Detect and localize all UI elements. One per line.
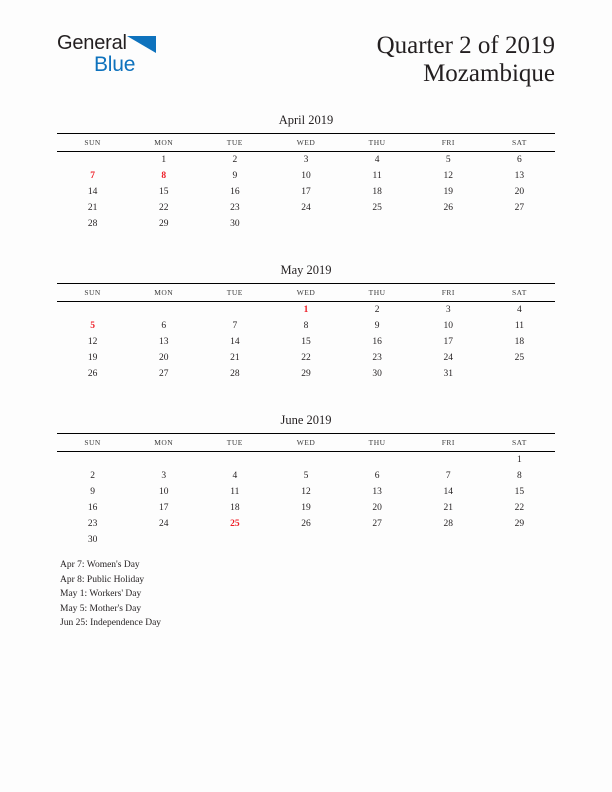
day-cell[interactable]: 5 — [303, 471, 309, 481]
day-cell[interactable]: 16 — [372, 337, 382, 347]
triangle-logo-icon — [127, 36, 156, 53]
day-cell[interactable]: 9 — [374, 321, 380, 331]
day-cell-empty — [413, 216, 484, 232]
day-cell[interactable]: 14 — [87, 187, 98, 197]
weekday-header-fri: FRI — [413, 134, 484, 152]
day-cell-holiday[interactable]: 1 — [303, 305, 309, 315]
weekday-header-wed: WED — [270, 434, 341, 452]
day-cell[interactable]: 11 — [230, 487, 240, 497]
day-cell[interactable]: 15 — [301, 337, 311, 347]
day-cell[interactable]: 21 — [443, 503, 454, 513]
day-cell[interactable]: 15 — [158, 187, 169, 197]
day-cell-holiday[interactable]: 8 — [161, 171, 167, 181]
day-cell[interactable]: 8 — [517, 471, 522, 481]
day-cell-empty — [342, 452, 413, 469]
day-cell[interactable]: 7 — [232, 321, 238, 331]
page-title — [377, 32, 555, 88]
day-cell[interactable]: 19 — [87, 353, 98, 363]
title-quarter: Quarter 2 of 2019 — [376, 32, 555, 59]
day-cell-empty — [57, 152, 128, 169]
weekday-header-tue: TUE — [199, 284, 270, 302]
logo-word-general: General — [57, 32, 127, 54]
day-cell[interactable]: 14 — [230, 337, 240, 347]
day-cell[interactable]: 30 — [372, 369, 382, 379]
week-row — [57, 168, 555, 184]
week-row — [57, 500, 555, 516]
month-title: June 2019 — [280, 413, 332, 427]
weekday-header-sat: SAT — [484, 134, 555, 152]
week-row — [57, 452, 555, 469]
week-row — [57, 200, 555, 216]
holiday-note: Apr 7: Women's Day — [60, 560, 140, 570]
day-cell-empty — [128, 452, 199, 469]
month-block-may — [57, 263, 555, 382]
week-row — [57, 532, 555, 548]
week-row — [57, 366, 555, 382]
day-cell[interactable]: 13 — [514, 171, 525, 181]
day-cell-empty — [128, 532, 199, 548]
day-cell[interactable]: 20 — [514, 187, 525, 197]
calendar-table — [57, 283, 555, 382]
week-row — [57, 216, 555, 232]
day-cell-empty — [199, 532, 270, 548]
day-cell[interactable]: 8 — [303, 321, 309, 331]
day-cell[interactable]: 22 — [158, 203, 169, 213]
day-cell[interactable]: 17 — [301, 187, 311, 197]
day-cell-empty — [484, 366, 555, 382]
day-cell-empty — [270, 452, 341, 469]
day-cell[interactable]: 17 — [158, 503, 169, 513]
day-cell[interactable]: 25 — [514, 353, 525, 363]
day-cell[interactable]: 12 — [443, 171, 454, 181]
day-cell[interactable]: 28 — [87, 219, 98, 229]
day-cell[interactable]: 27 — [158, 369, 169, 379]
day-cell[interactable]: 29 — [301, 369, 311, 379]
holiday-note: Jun 25: Independence Day — [60, 618, 162, 628]
title-country: Mozambique — [423, 60, 555, 87]
weekday-header-mon: MON — [128, 434, 199, 452]
day-cell[interactable]: 24 — [301, 203, 311, 213]
day-cell-empty — [128, 302, 199, 319]
day-cell[interactable]: 13 — [372, 487, 382, 497]
day-cell[interactable]: 18 — [514, 337, 525, 347]
day-cell-holiday[interactable]: 5 — [90, 321, 95, 331]
day-cell[interactable]: 19 — [301, 503, 311, 513]
day-cell[interactable]: 5 — [445, 155, 451, 165]
week-row — [57, 468, 555, 484]
day-cell[interactable]: 12 — [301, 487, 311, 497]
weekday-header-mon: MON — [128, 134, 199, 152]
day-cell[interactable]: 11 — [372, 171, 382, 181]
day-cell[interactable]: 3 — [445, 305, 451, 315]
weekday-header-sat: SAT — [484, 284, 555, 302]
week-row — [57, 152, 555, 169]
day-cell[interactable]: 12 — [87, 337, 98, 347]
day-cell[interactable]: 10 — [301, 171, 311, 181]
day-cell-empty — [57, 452, 128, 469]
day-cell[interactable]: 23 — [372, 353, 382, 363]
day-cell-empty — [342, 216, 413, 232]
day-cell[interactable]: 6 — [161, 321, 167, 331]
day-cell[interactable]: 28 — [230, 369, 240, 379]
month-block-april — [57, 113, 555, 232]
calendar-table — [57, 133, 555, 232]
day-cell[interactable]: 4 — [517, 305, 522, 315]
week-row — [57, 318, 555, 334]
day-cell[interactable]: 24 — [158, 519, 169, 529]
weekday-header-sun: SUN — [57, 434, 128, 452]
day-cell[interactable]: 2 — [90, 471, 95, 481]
week-row — [57, 484, 555, 500]
day-cell[interactable]: 28 — [443, 519, 454, 529]
month-block-june — [57, 413, 555, 548]
day-cell-empty — [484, 532, 555, 548]
day-cell[interactable]: 21 — [87, 203, 98, 213]
day-cell[interactable]: 29 — [158, 219, 169, 229]
day-cell-holiday[interactable]: 7 — [90, 171, 95, 181]
day-cell[interactable]: 18 — [372, 187, 382, 197]
day-cell-empty — [270, 532, 341, 548]
day-cell[interactable]: 16 — [230, 187, 240, 197]
day-cell-empty — [57, 302, 128, 319]
day-cell[interactable]: 1 — [161, 155, 167, 165]
day-cell[interactable]: 26 — [87, 369, 98, 379]
day-cell[interactable]: 16 — [87, 503, 98, 513]
day-cell[interactable]: 4 — [232, 471, 238, 481]
day-cell[interactable]: 25 — [372, 203, 382, 213]
day-cell[interactable]: 29 — [514, 519, 525, 529]
week-row — [57, 334, 555, 350]
week-row — [57, 350, 555, 366]
day-cell[interactable]: 7 — [445, 471, 451, 481]
day-cell[interactable]: 19 — [443, 187, 454, 197]
weekday-header-sat: SAT — [484, 434, 555, 452]
holiday-note: May 1: Workers' Day — [60, 589, 142, 599]
weekday-header-wed: WED — [270, 284, 341, 302]
day-cell[interactable]: 26 — [301, 519, 311, 529]
weekday-header-tue: TUE — [199, 134, 270, 152]
day-cell-empty — [199, 302, 270, 319]
day-cell[interactable]: 15 — [514, 487, 525, 497]
weekday-header-fri: FRI — [413, 434, 484, 452]
day-cell[interactable]: 2 — [232, 155, 238, 165]
day-cell[interactable]: 22 — [514, 503, 525, 513]
day-cell[interactable]: 20 — [372, 503, 382, 513]
holiday-note: May 5: Mother's Day — [60, 603, 142, 614]
weekday-header-thu: THU — [342, 284, 413, 302]
logo-word-blue: Blue — [94, 53, 136, 76]
day-cell[interactable]: 3 — [303, 155, 309, 165]
weekday-header-sun: SUN — [57, 284, 128, 302]
weekday-header-row — [57, 434, 555, 452]
page-header — [0, 0, 612, 100]
day-cell[interactable]: 10 — [443, 321, 454, 331]
day-cell[interactable]: 10 — [158, 487, 169, 497]
weekday-header-thu: THU — [342, 134, 413, 152]
weekday-header-tue: TUE — [199, 434, 270, 452]
day-cell[interactable]: 18 — [230, 503, 240, 513]
day-cell-empty — [270, 216, 341, 232]
weekday-header-fri: FRI — [413, 284, 484, 302]
weekday-header-mon: MON — [128, 284, 199, 302]
week-row — [57, 516, 555, 532]
day-cell[interactable]: 31 — [443, 369, 454, 379]
day-cell[interactable]: 30 — [230, 219, 240, 229]
day-cell-empty — [199, 452, 270, 469]
holiday-notes-list — [60, 558, 480, 631]
day-cell[interactable]: 9 — [232, 171, 238, 181]
weekday-header-row — [57, 134, 555, 152]
weekday-header-row — [57, 284, 555, 302]
day-cell-empty — [413, 452, 484, 469]
day-cell[interactable]: 6 — [374, 471, 380, 481]
day-cell[interactable]: 9 — [90, 487, 95, 497]
day-cell[interactable]: 21 — [230, 353, 240, 363]
day-cell-empty — [342, 532, 413, 548]
day-cell-empty — [413, 532, 484, 548]
brand-logo[interactable] — [57, 33, 156, 75]
day-cell-holiday[interactable]: 25 — [230, 519, 240, 529]
calendar-table — [57, 433, 555, 548]
day-cell[interactable]: 24 — [443, 353, 454, 363]
holiday-note: Apr 8: Public Holiday — [60, 574, 145, 585]
week-row — [57, 184, 555, 200]
day-cell[interactable]: 11 — [514, 321, 524, 331]
day-cell[interactable]: 4 — [374, 155, 380, 165]
day-cell[interactable]: 23 — [87, 519, 98, 529]
weekday-header-thu: THU — [342, 434, 413, 452]
day-cell[interactable]: 14 — [443, 487, 454, 497]
day-cell[interactable]: 26 — [443, 203, 454, 213]
day-cell[interactable]: 6 — [517, 155, 522, 165]
weekday-header-sun: SUN — [57, 134, 128, 152]
day-cell[interactable]: 13 — [158, 337, 169, 347]
day-cell[interactable]: 22 — [301, 353, 311, 363]
month-title: April 2019 — [278, 113, 334, 127]
day-cell[interactable]: 30 — [87, 535, 98, 545]
month-title: May 2019 — [280, 263, 332, 277]
logo-top-row — [57, 33, 156, 55]
day-cell[interactable]: 20 — [158, 353, 169, 363]
day-cell-empty — [484, 216, 555, 232]
day-cell[interactable]: 3 — [161, 471, 167, 481]
day-cell[interactable]: 27 — [372, 519, 382, 529]
day-cell[interactable]: 2 — [374, 305, 380, 315]
day-cell[interactable]: 23 — [230, 203, 240, 213]
day-cell[interactable]: 27 — [514, 203, 525, 213]
weekday-header-wed: WED — [270, 134, 341, 152]
day-cell[interactable]: 17 — [443, 337, 454, 347]
day-cell[interactable]: 1 — [517, 455, 522, 465]
week-row — [57, 302, 555, 319]
